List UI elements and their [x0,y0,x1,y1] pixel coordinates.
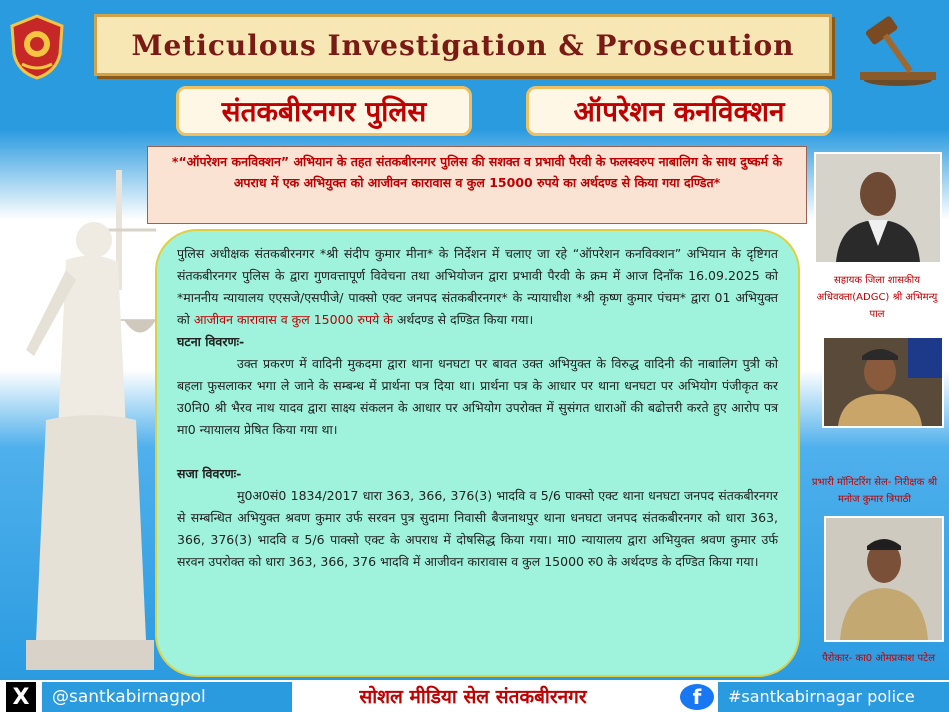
intro-paragraph [177,243,778,331]
advocate-caption: सहायक जिला शासकीय अधिवक्ता(ADGC) श्री अभिमन्यु पाल [816,275,938,320]
monitoring-officer-photo [822,336,944,428]
main-content-box [155,229,800,677]
page-title: Meticulous Investigation & Prosecution [131,28,795,62]
gavel-icon [840,14,936,88]
x-logo-icon[interactable]: X [6,682,36,712]
incident-paragraph: उक्त प्रकरण में वादिनी मुकदमा द्वारा थाना धनघटा पर बावत उक्त अभियुक्त के विरुद्ध वादिनी की नाबालिग पुत्री को बहला फुसलाकर भगा ले जाने के सम्बन्ध में प्रार्थना पत्र दिया था। प्रार्थना पत्र के आधार पर थाना धनघटा पर अभियोग पंजीकृत कर उ0नि0 श्री भैरव नाथ यादव द्वारा साक्ष्य संकलन के आधार पर अभियोग उपरोक्त में सुसंगत धाराओं की बढोत्तरी करते हुए आरोप पत्र मा0 न्यायालय प्रेषित किया गया था। [177,356,778,437]
intro-text-a: पुलिस अधीक्षक संतकबीरनगर *श्री संदीप कुमार मीना* के निर्देशन में चलाए जा रहे “ऑपरेशन कनविक्शन” अभियान के दृष्टिगत संतकबीरनगर पुलिस के द्वारा गुणवत्तापूर्ण विवेचना तथा अभियोजन द्वारा प्रभावी पैरवी के क्रम में आज दिनाँक 16.09.2025 को *माननीय न्यायालय एएसजे/एसपीजे/ पाक्सो एक्ट जनपद संतकबीरनगर* के न्यायाधीश *श्री कृष्ण कुमार पंचम* द्वारा 01 अभियुक्त को [177,246,778,327]
advocate-photo [814,152,942,264]
hashtag-link[interactable]: #santkabirnagar police [718,682,949,712]
spacer [177,441,778,463]
district-police-label: संतकबीरनगर पुलिस [176,86,472,136]
monitoring-officer-caption: प्रभारी मॉनिटरिंग सेल- निरीक्षक श्री मनोज कुमार त्रिपाठी [811,477,938,505]
headline-box: *“ऑपरेशन कनविक्शन” अभियान के तहत संतकबीरनगर पुलिस की सशक्त व प्रभावी पैरवी के फलस्वरुप नाबालिग के साथ दुष्कर्म के अपराध में एक अभियुक्त को आजीवन कारावास व कुल 15000 रुपये का अर्थदण्ड से किया गया दण्डित* [147,146,807,224]
up-police-emblem-icon [8,14,66,80]
sentence-highlight: आजीवन कारावास व कुल 15000 रुपये के [193,312,393,327]
sentence-heading: सजा विवरणः- [177,466,242,481]
pairokar-photo [824,516,944,642]
title-banner [94,14,832,76]
justice-statue-icon [6,170,156,670]
social-media-cell-label: सोशल मीडिया सेल संतकबीरनगर [359,686,587,708]
sentence-paragraph: मु0अ0सं0 1834/2017 धारा 363, 366, 376(3) भादवि व 5/6 पाक्सो एक्ट थाना धनघटा जनपद संतकबीरनगर से सम्बन्धित अभियुक्त श्रवण कुमार उर्फ सरवन पुत्र सुदामा निवासी बैजनाथपुर थाना धनघटा जनपद संतकबीरनगर को धारा 363, 366, 376(3) भादवि व 5/6 पाक्सो एक्ट के अपराध में दोषसिद्ध किया गया। मा0 न्यायालय द्वारा अभियुक्त श्रवण कुमार उर्फ सरवन उपरोक्त को धारा 363, 366, 376 भादवि में आजीवन कारावास व कुल 15000 रु0 के अर्थदण्ड के दण्डित किया गया। [177,488,778,569]
person-avatar-icon [824,338,942,426]
twitter-handle-link[interactable]: @santkabirnagpol [42,682,292,712]
intro-text-b: अर्थदण्ड से दण्डित किया गया। [392,312,534,327]
pairokar-caption: पैरोकार- का0 ओमप्रकाश पटेल [822,653,935,664]
person-avatar-icon [826,518,942,640]
operation-name-label: ऑपरेशन कनविक्शन [526,86,832,136]
facebook-icon[interactable]: f [680,684,714,710]
person-avatar-icon [816,154,940,262]
incident-heading: घटना विवरणः- [177,334,245,349]
